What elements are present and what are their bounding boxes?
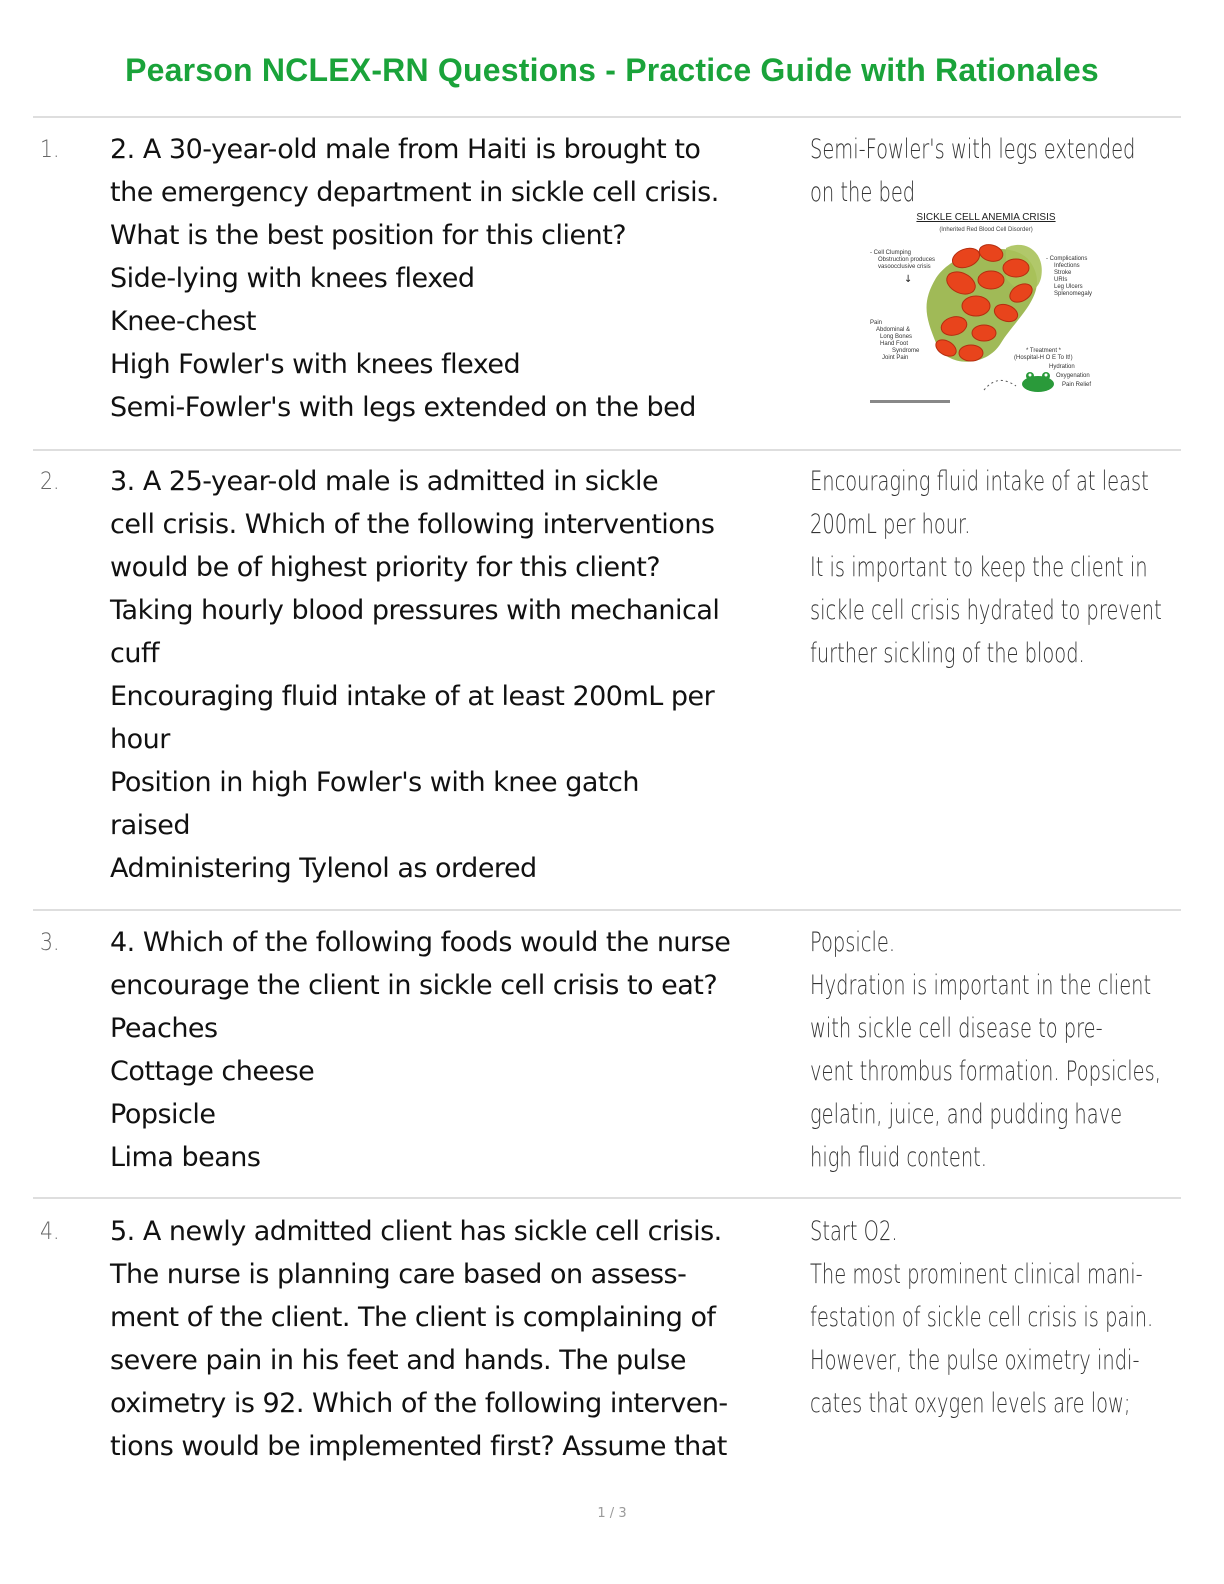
answer-line: sickle cell crisis hydrated to prevent	[810, 595, 1162, 626]
question-line: cell crisis. Which of the following interventions	[110, 509, 715, 540]
question-line: tions would be implemented first? Assume that	[110, 1431, 727, 1462]
answer-option: Position in high Fowler's with knee gatch	[110, 767, 639, 798]
answer-option: cuff	[110, 638, 159, 669]
jump-trail	[984, 380, 1016, 390]
card-number: 3.	[40, 928, 60, 956]
answer-line: Hydration is important in the client	[810, 970, 1152, 1001]
answer-option: Encouraging fluid intake of at least 200mL per	[110, 681, 715, 712]
answer-line: Popsicle.	[810, 927, 896, 958]
answer-line: cates that oxygen levels are low;	[810, 1388, 1131, 1419]
divider	[33, 116, 1181, 118]
figure-label: URIs	[1054, 277, 1068, 283]
answer-option: Semi-Fowler's with legs extended on the bed	[110, 392, 696, 423]
question-line: oximetry is 92. Which of the following interven-	[110, 1388, 728, 1419]
answer-line: festation of sickle cell crisis is pain.	[810, 1302, 1154, 1333]
divider	[33, 909, 1181, 911]
figure-subheading: (Inherited Red Blood Cell Disorder)	[939, 227, 1033, 233]
figure-label: Hand Foot	[880, 341, 909, 347]
figure-label: Splenomegaly	[1054, 291, 1093, 297]
question-text	[110, 1210, 810, 1468]
question-line: ment of the client. The client is complaining of	[110, 1302, 716, 1333]
figure-label: Abdominal &	[876, 327, 911, 333]
card-number: 1.	[40, 135, 60, 163]
question-line: the emergency department in sickle cell crisis.	[110, 177, 719, 208]
answer-line: gelatin, juice, and pudding have	[810, 1099, 1123, 1130]
figure-label: Pain	[870, 320, 883, 326]
answer-line: Start O2.	[810, 1216, 898, 1247]
answer-option: raised	[110, 810, 190, 841]
question-text	[110, 460, 810, 890]
answer-line: further sickling of the blood.	[810, 638, 1085, 669]
figure-label: Obstruction produces	[878, 257, 936, 263]
figure-label: Syndrome	[892, 348, 920, 354]
card-number: 2.	[40, 467, 60, 495]
answer-line: It is important to keep the client in	[810, 552, 1148, 583]
divider	[33, 1197, 1181, 1199]
answer-text	[810, 128, 1170, 214]
question-line: 4. Which of the following foods would the nurse	[110, 927, 731, 958]
answer-option: hour	[110, 724, 170, 755]
question-line: severe pain in his feet and hands. The pulse	[110, 1345, 686, 1376]
question-line: The nurse is planning care based on assess-	[110, 1259, 687, 1290]
answer-option: Administering Tylenol as ordered	[110, 853, 537, 884]
answer-text	[810, 1210, 1170, 1425]
sickle-cell-crisis-illustration	[866, 208, 1110, 408]
figure-label: Hydration	[1049, 364, 1075, 370]
figure-label: (Hospital-H O E To It!)	[1014, 355, 1073, 361]
answer-line: The most prominent clinical mani-	[810, 1259, 1143, 1290]
answer-option: Peaches	[110, 1013, 218, 1044]
answer-line: on the bed	[810, 177, 916, 208]
answer-option: Taking hourly blood pressures with mechanical	[110, 595, 720, 626]
question-text	[110, 128, 810, 429]
answer-text	[810, 921, 1170, 1179]
page-number: 1 / 3	[597, 1506, 627, 1521]
answer-line: with sickle cell disease to pre-	[810, 1013, 1103, 1044]
figure-credit	[870, 400, 950, 403]
page-title: Pearson NCLEX-RN Questions - Practice Guide with Rationales	[125, 52, 1099, 88]
figure-label: Long Bones	[880, 334, 913, 340]
figure-label: Leg Ulcers	[1054, 284, 1083, 290]
card-number: 4.	[40, 1217, 60, 1245]
figure-label: - Cell Clumping	[870, 250, 912, 256]
figure-label: Infections	[1054, 263, 1080, 269]
figure-label: Stroke	[1054, 270, 1072, 276]
question-line: encourage the client in sickle cell crisis to eat?	[110, 970, 718, 1001]
question-line: 3. A 25-year-old male is admitted in sickle	[110, 466, 659, 497]
question-line: 5. A newly admitted client has sickle cell crisis.	[110, 1216, 722, 1247]
answer-option: Knee-chest	[110, 306, 257, 337]
arrow-down-icon: ↓	[904, 274, 913, 285]
figure-label: * Treatment *	[1026, 348, 1062, 354]
answer-line: vent thrombus formation. Popsicles,	[810, 1056, 1161, 1087]
figure-label: vasoocclusive crisis	[878, 264, 931, 270]
question-text	[110, 921, 810, 1179]
divider	[33, 449, 1181, 451]
answer-line: However, the pulse oximetry indi-	[810, 1345, 1140, 1376]
figure-label: Pain Relief	[1062, 382, 1092, 388]
answer-line: high fluid content.	[810, 1142, 987, 1173]
answer-text	[810, 460, 1170, 675]
answer-option: High Fowler's with knees flexed	[110, 349, 521, 380]
figure-label: Oxygenation	[1056, 373, 1090, 379]
question-line: 2. A 30-year-old male from Haiti is brought to	[110, 134, 701, 165]
answer-option: Side-lying with knees flexed	[110, 263, 475, 294]
frog-icon	[1022, 372, 1054, 392]
question-line: would be of highest priority for this client?	[110, 552, 661, 583]
answer-line: Semi-Fowler's with legs extended	[810, 134, 1136, 165]
figure-heading: SICKLE CELL ANEMIA CRISIS	[916, 212, 1056, 223]
answer-option: Cottage cheese	[110, 1056, 315, 1087]
figure-label: Joint Pain	[882, 355, 909, 361]
answer-line: Encouraging fluid intake of at least	[810, 466, 1149, 497]
answer-line: 200mL per hour.	[810, 509, 971, 540]
question-line: What is the best position for this client?	[110, 220, 627, 251]
answer-option: Popsicle	[110, 1099, 216, 1130]
answer-option: Lima beans	[110, 1142, 261, 1173]
figure-label: - Complications	[1046, 256, 1088, 262]
